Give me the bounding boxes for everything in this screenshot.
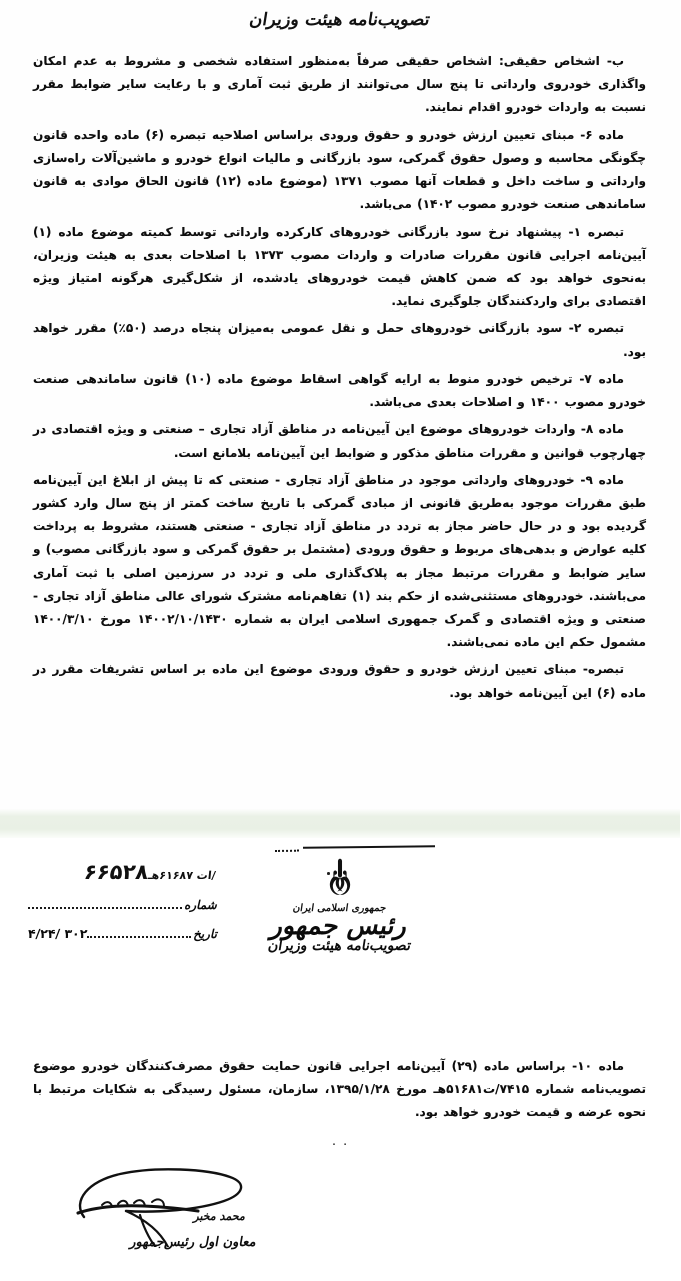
- field-number-label: شماره: [184, 898, 221, 912]
- document-heading-text: تصویب‌نامه هیئت وزیران: [248, 10, 433, 30]
- clause-article-8: ماده ۸- واردات خودروهای موضوع این آیین‌نامه در مناطق آزاد تجاری – صنعتی و ویژه اقتصادی در چهارچوب قوانین و مقررات مناطق مذکور و ضوابط این آیین‌نامه بلامانع است.: [34, 422, 647, 460]
- sheet-separator: [0, 808, 681, 838]
- office-subtitle: تصویب‌نامه هیئت وزیران: [267, 938, 414, 954]
- header-rule-line: [304, 845, 436, 848]
- clause-article-10: ماده ۱۰- براساس ماده (۲۹) آیین‌نامه اجرایی قانون حمایت حقوق مصرف‌کنندگان خودرو موضوع تصویب‌نامه شماره ۷۴۱۵/ت۵۱۶۸۱هـ مورخ ۱۳۹۵/۱/۲۸، سازمان، مسئول رسیدگی به شکایات مرتبط با نحوه عرضه و قیمت خودرو خواهد بود.: [34, 1059, 647, 1120]
- clause-article-7: ماده ۷- ترخیص خودرو منوط به ارایه گواهی اسقاط موضوع ماده (۱۰) قانون ساماندهی صنعت خودرو مصوب ۱۴۰۰ و اصلاحات بعدی می‌باشد.: [34, 371, 647, 410]
- document-heading: [34, 0, 647, 44]
- clause-note-1: تبصره ۱- پیشنهاد نرخ سود بازرگانی خودروهای کارکرده وارداتی توسط کمیته موضوع ماده (۱) آیین‌نامه اجرایی قانون مقررات صادرات و واردات مصوب ۱۳۷۳ با اصلاحات بعدی به هیئت وزیران، به‌نحوی خواهد بود که ضمن کاهش قیمت خودروهای یادشده، از شکل‌گیری هرگونه امتیاز ویژه اقتصادی برای واردکنندگان جلوگیری نماید.: [34, 224, 647, 309]
- iran-emblem-icon: [318, 856, 364, 902]
- letterhead: [0, 838, 681, 1053]
- handwritten-signature-icon: [49, 1161, 279, 1247]
- signature-block: [0, 1161, 681, 1281]
- page-two-body: [0, 1055, 681, 1151]
- clause-item-b: ب- اشخاص حقیقی: اشخاص حقیقی صرفاً به‌منظور استفاده شخصی و مشروط به عدم امکان واگذاری خودروی وارداتی تا پنج سال می‌توانند از طریق ثبت آماری و با رعایت سایر ضوابط مقرر نسبت به واردات خودرو اقدام نمایند.: [34, 54, 647, 115]
- paragraph-end-dots: ٠ ٠: [331, 1136, 350, 1152]
- clause-final-note: تبصره- مبنای تعیین ارزش خودرو و حقوق ورودی موضوع این ماده بر اساس تشریفات مقرر در ماده (۶) این آیین‌نامه خواهد بود.: [34, 662, 647, 700]
- emblem-caption: جمهوری اسلامی ایران: [293, 903, 388, 914]
- reference-serial-number: ۶۶۵۲۸: [84, 860, 151, 884]
- signatory-title: معاون اول رئیس‌جمهور: [129, 1234, 259, 1250]
- clause-article-6: ماده ۶- مبنای تعیین ارزش خودرو و حقوق ورودی براساس اصلاحیه تبصره (۶) ماده واحده قانون چگونگی محاسبه و وصول حقوق گمرکی، سود بازرگانی و مالیات انواع خودرو و ماشین‌آلات راه‌سازی وارداتی و ساخت داخل و قطعات آنها مصوب ۱۳۷۱ (موضوع ماده (۱۲) قانون الحاق موادی به قانون ساماندهی صنعت خودرو مصوب ۱۴۰۲) می‌باشد.: [34, 127, 647, 212]
- emblem-stack: [0, 856, 681, 954]
- document-page-two: [0, 838, 681, 1280]
- signatory-name: محمد مخبر: [193, 1208, 249, 1223]
- clause-article-9: ماده ۹- خودروهای وارداتی موجود در مناطق آزاد تجاری - صنعتی که تا پیش از ابلاغ این آیین‌نامه طبق مقررات موجود به‌طریق قانونی از مبادی گمرکی با تاریخ ساخت کمتر از پنج سال وارد کشور گردیده بود و در حال حاضر مجاز به تردد در مناطق آزاد تجاری - صنعتی هستند، مشروط به پرداخت کلیه عوارض و بدهی‌های مربوط و حقوق ورودی (مشتمل بر حقوق گمرکی و سود بازرگانی مصوب) و سایر ضوابط و مقررات مرتبط مجاز به پلاک‌گذاری ملی و تردد در سرزمین اصلی با ثبت آماری می‌باشند. خودروهای مستثنی‌شده از حکم بند (۱) تفاهم‌نامه مشترک شورای عالی مناطق آزاد تجاری - صنعتی و ویژه اقتصادی و گمرک جمهوری اسلامی ایران به شماره ۱۴۰۰۲/۱۰/۱۴۳۰ مورخ ۱۴۰۰/۳/۱۰ مشمول حکم این ماده نمی‌باشند.: [34, 472, 647, 650]
- page-one-body: [34, 50, 647, 705]
- reference-serial-suffix: /ات ۶۱۶۸۷هـ: [148, 869, 218, 882]
- field-date-label: تاریخ: [193, 927, 221, 941]
- clause-note-2: تبصره ۲- سود بازرگانی خودروهای حمل و نقل عمومی به‌میزان پنجاه درصد (۵۰٪) مقرر خواهد بود.: [34, 321, 647, 359]
- field-date-value: ۳۰۲ /۴/۲۴: [28, 926, 89, 941]
- office-title: رئیس جمهور: [269, 911, 412, 940]
